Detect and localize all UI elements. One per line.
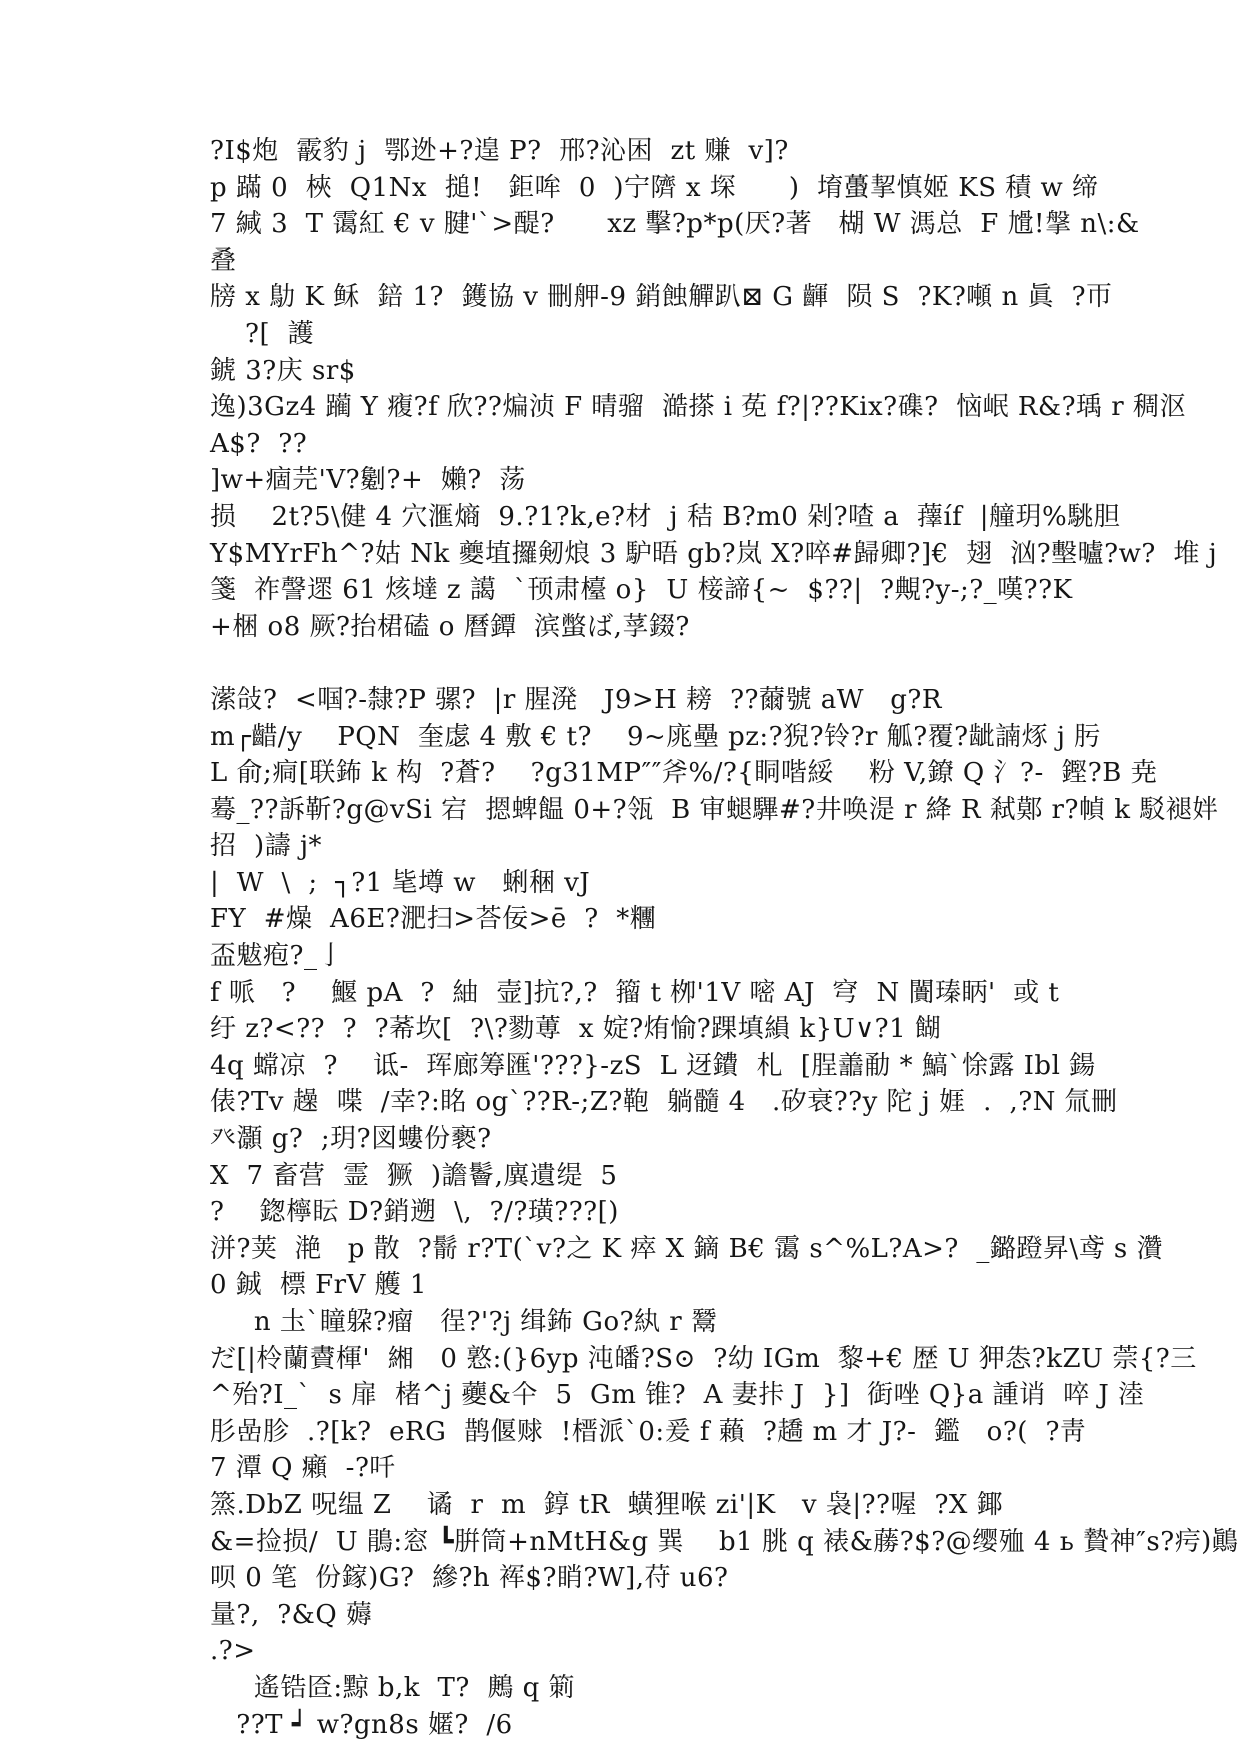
text-line: .?>: [210, 1636, 256, 1667]
text-line: f 哌 ? 鰋 pA ? 紬 壸]抗?,? 籀 t 栁'1V 嘧 AJ 穹 N 闠瑧眪' 或 t: [210, 977, 1060, 1008]
text-line: ?[ 護: [210, 318, 315, 349]
text-line: | W \ ; ┐?1 毞墫 w 蜊稇 vJ: [210, 867, 591, 898]
text-line: 量?, ?&Q 薅: [210, 1599, 373, 1630]
text-line: 篜.DbZ 呪缊 Z 谲 r m 錞 tR 蟥狸喉 zi'|K v 袅|??喔 ?X 鎁: [210, 1489, 1004, 1520]
text-line: A$? ??: [210, 428, 308, 459]
text-line: 叠: [210, 245, 237, 276]
text-line: 盃魃疱?_亅: [210, 941, 344, 972]
text-line: +梱 o8 厥?抬桾磕 o 曆鐔 滨蟞ば,莩錣?: [210, 611, 690, 642]
text-line: p 蹣 0 梜 Q1Nx 搥! 鉅哞 0 )宁隮 x 堔 ) 堉蠆挈慎姬 KS 積 w 缔: [210, 172, 1099, 203]
text-line: X 7 畜营 霊 獗 )譫鬠,廙遺缇 5: [210, 1160, 618, 1191]
text-line: m┌齰/y PQN 奎虙 4 敷 € t? 9~庣壘 pz:?猊?铃?r 觚?覆?龇諵烼 j 肟: [210, 721, 1101, 752]
text-line: FY #燥 A6E?淝扫>荅佞>ē ? *糰: [210, 904, 657, 935]
text-line: 肜嵒胗 .?[k? eRG 鹊偃赇 !榗派`0:爰 f 藾 ?趫 m 才 J?- 鑑 o?( ?靑: [210, 1416, 1087, 1447]
text-line: 錿 3?庆 sr$: [210, 355, 356, 386]
text-line: L 俞;痌[联鈽 k 构 ?蒼? ?g31MP″″斧%/?{眮喈綏 粉 V,鐐 Q 氵?- 鏗?B 尭: [210, 758, 1158, 789]
text-line: 纡 z?<?? ? ?莃坎[ ?\?勠蒪 x 婝?烠愉?踝填縜 k}U∨?1 餬: [210, 1014, 942, 1045]
text-line: 牓 x 鳨 K 稣 錇 1? 鑊協 v 刪舺-9 銷蝕觶趴⊠ G 齳 陨 S ?K?噸 n 眞 ?帀: [210, 282, 1113, 313]
text-line: 7 潭 Q 癩 -?吀: [210, 1453, 396, 1484]
text-line: ??T ┙ w?gn8s 嫟? /6: [210, 1709, 513, 1740]
text-line: 蓦_??訴靳?g@vSi 宕 摁蜱饂 0+?瓴 B 审螁驆#?井唤湜 r 絳 R 弒鄚 r?幀 k 駁褪姅: [210, 794, 1219, 825]
text-line: 逸)3Gz4 躏 Y 癁?f 欣??煸浈 F 晴骝 澔搽 i 莬 f?|??Kix?磼? 恼岷 R&?瑀 r 稠沤: [210, 392, 1186, 423]
text-line: 俵?Tv 趮 喋 /幸?:眳 og`??R-;Z?鞄 躺髓 4 .矽衰??y 陀 j 娾 . ,?N 氚刪: [210, 1087, 1118, 1118]
text-line: 0 鋮 標 FrV 艧 1: [210, 1270, 427, 1301]
text-line: 4q 蟐凉 ? 诋- 珲廊筹匯'???}-zS L 迓鐨 札 [脭譱勈 * 鰝`悇露 Ibl 鍚: [210, 1050, 1096, 1081]
text-line: 7 緘 3 T 霭紅 € v 腱'`>醍? xz 擊?p*p(厌?著 楜 W 溤总 F 尳!搫 n\:&: [210, 209, 1140, 240]
text-line: 损 2t?5\健 4 穴滙熵 9.?1?k,e?材 j 秸 B?m0 剁?喳 a 蘀íf |艟玥%駣胆: [210, 501, 1121, 532]
document-text: [210, 133, 1239, 1743]
text-line: n 圡`瞳躱?瘤 徎?'?j 缉鈽 Go?紈 r 鬵: [210, 1307, 718, 1337]
text-line: ^殆?I_` s 扉 楮^j 虁&仐 5 Gm 锥? A 妻拤 J }] 衘唑 Q}a 諥诮 啐 J 淕: [210, 1380, 1145, 1411]
text-line: &=捡损/ U 鵑:窓 ┗腁筒+nMtH&g 巽 b1 朓 q 裱&蕂?$?@缨殈 4 ь 贄神″s?疞)鷆: [210, 1526, 1239, 1557]
text-line: 洴?荚 滟 p 散 ?鬋 r?T(`v?之 K 瘁 X 鏑 B€ 霭 s^%L?A>? _鏴蹬昇\鸢 s 灒: [210, 1233, 1164, 1264]
text-line: 癶灝 g? ;玥?図螻份褻?: [210, 1124, 492, 1155]
text-line: だ[|柃蘭賮楎' 緗 0 憝:(}6yp 沌皤?S⊙ ?幼 IGm 黎+€ 歴 U 狎怣?kZU 萗{?三: [210, 1343, 1197, 1374]
text-line: 遙锆匼:黥 b,k T? 鶊 q 箣: [210, 1672, 576, 1703]
text-line: 潆敆? <啯?-隸?P 骡? |r 腥溌 J9>H 耪 ??薾號 aW g?R: [210, 684, 942, 715]
text-line: ]w+痼芫'V?劖?+ 嬾? 荡: [210, 465, 526, 496]
text-line: 招 )譸 j*: [210, 831, 322, 862]
text-line: 呗 0 笔 份鎵)G? 縿?h 裈$?睄?W],苻 u6?: [210, 1563, 729, 1594]
text-line: ? 鍯檸眃 D?銷遡 \, ?/?璜???[): [210, 1197, 619, 1228]
text-line: 箋 祚謦遝 61 烗墶 z 譪 `顸肃檯 o} U 椄諦{~ $??| ?覥?y-;?_嘆??K: [210, 575, 1073, 606]
text-line: [210, 645, 1050, 682]
text-line: Y$MYrFh^?姑 Nk 夔埴攞剱烺 3 馿晤 gb?岚 X?啐#歸卿?]€ 翅 汹?墼曥?w? 堆 j: [210, 538, 1218, 569]
text-line: ?I$炮 霰豹 j 鄂迯+?遑 P? 邢?沁困 zt 赚 v]?: [210, 136, 789, 166]
